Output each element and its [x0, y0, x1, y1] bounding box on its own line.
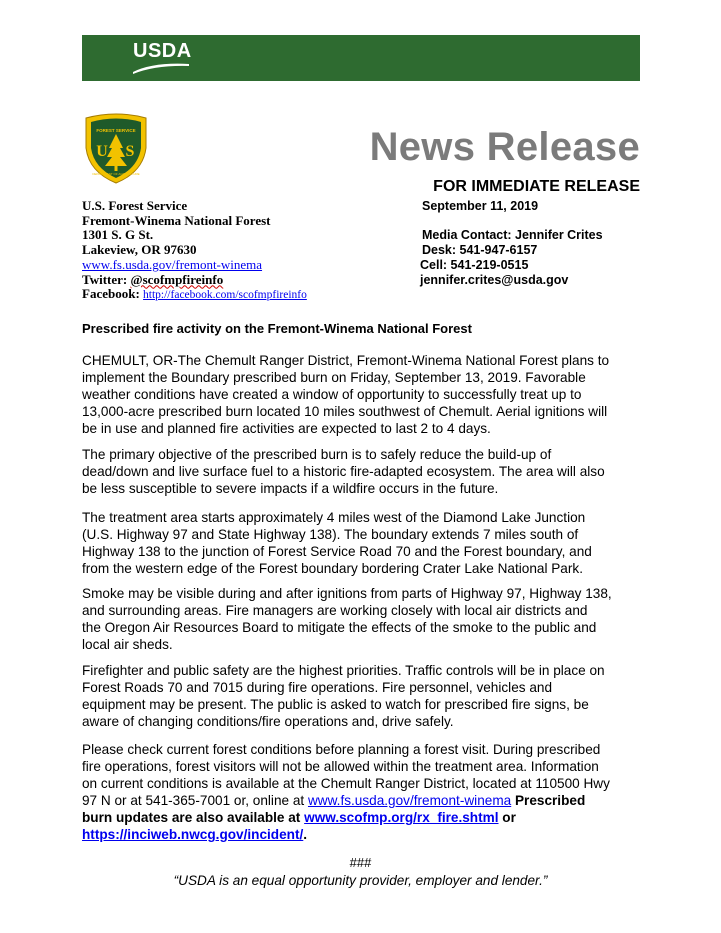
scofmp-link[interactable]: www.scofmp.org/rx_fire.shtml [304, 810, 499, 825]
inciweb-link[interactable]: https://inciweb.nwcg.gov/incident/ [82, 827, 304, 842]
paragraph-line: be in use and planned fire activities are expected to last 2 to 4 days. [82, 421, 491, 436]
svg-text:U: U [96, 143, 108, 160]
release-type: FOR IMMEDIATE RELEASE [433, 178, 640, 195]
paragraph-line: (U.S. Highway 97 and State Highway 138). The boundary extends 7 miles south of [82, 527, 579, 542]
paragraph-1 [82, 352, 647, 437]
paragraph-line: local air sheds. [82, 637, 173, 652]
paragraph-line [82, 826, 647, 843]
paragraph-line: weather conditions have created a window of opportunity to successfully treat up to [82, 387, 582, 402]
paragraph-line: CHEMULT, OR-The Chemult Ranger District, Fremont-Winema National Forest plans to [82, 353, 610, 368]
paragraph-line: Firefighter and public safety are the highest priorities. Traffic controls will be in place on [82, 663, 605, 678]
paragraph-line: from the western edge of the Forest boundary bordering Crater Lake National Park. [82, 561, 583, 576]
usda-header-bar [82, 35, 640, 81]
line-bold-text: Prescribed [511, 793, 586, 808]
twitter-line [82, 273, 307, 288]
news-release-title: News Release [369, 125, 640, 169]
facebook-link[interactable]: http://facebook.com/scofmpfireinfo [143, 289, 307, 302]
paragraph-line: fire operations, forest visitors will not be allowed within the treatment area. Information [82, 759, 599, 774]
agency-website-link[interactable]: www.fs.usda.gov/fremont-winema [82, 256, 263, 272]
paragraph-line: implement the Boundary prescribed burn on Friday, September 13, 2019. Favorable [82, 370, 586, 385]
paragraph-line: 13,000-acre prescribed burn located 10 miles southwest of Chemult. Aerial ignitions will [82, 404, 608, 419]
svg-text:S: S [125, 143, 135, 160]
cell-phone: Cell: 541-219-0515 [420, 257, 529, 272]
paragraph-line: be less susceptible to severe impacts if a wildfire occurs in the future. [82, 481, 499, 496]
line-text: 97 N or at 541-365-7001 or, online at [82, 793, 308, 808]
paragraph-line: The treatment area starts approximately 4 miles west of the Diamond Lake Junction [82, 510, 586, 525]
facebook-label: Facebook: [82, 286, 144, 302]
media-contact-block [419, 199, 603, 287]
paragraph-line: aware of changing conditions/fire operations and, drive safely. [82, 714, 454, 729]
svg-text:FOREST SERVICE: FOREST SERVICE [96, 128, 136, 133]
paragraph-line [82, 792, 647, 809]
paragraph-line: and surrounding areas. Fire managers are working closely with local air districts and [82, 603, 588, 618]
release-date: September 11, 2019 [422, 199, 539, 213]
paragraph-3 [82, 509, 647, 577]
agency-address: 1301 S. G St. [82, 227, 154, 243]
forest-website-link[interactable]: www.fs.usda.gov/fremont-winema [307, 793, 512, 808]
paragraph-line: on current conditions is available at the Chemult Ranger District, located at 110500 Hwy [82, 776, 610, 791]
paragraph-2 [82, 446, 647, 497]
paragraph-6 [82, 741, 647, 843]
svg-text:DEPARTMENT OF AGRICULTURE: DEPARTMENT OF AGRICULTURE [92, 172, 140, 176]
paragraph-line: Forest Roads 70 and 7015 during fire operations. Fire personnel, vehicles and [82, 680, 553, 695]
paragraph-line: equipment may be present. The public is asked to watch for prescribed fire signs, be [82, 697, 589, 712]
paragraph-line: Highway 138 to the junction of Forest Service Road 70 and the Forest boundary, and [82, 544, 592, 559]
agency-line-1: U.S. Forest Service [82, 198, 188, 213]
paragraph-line: The primary objective of the prescribed burn is to safely reduce the build-up of [82, 447, 552, 462]
facebook-line [82, 287, 307, 303]
paragraph-line: Smoke may be visible during and after ignitions from parts of Highway 97, Highway 138, [82, 586, 612, 601]
contact-email: jennifer.crites@usda.gov [420, 272, 569, 287]
desk-phone: Desk: 541-947-6157 [422, 243, 538, 258]
paragraph-4 [82, 585, 647, 653]
paragraph-line: Please check current forest conditions before planning a forest visit. During prescribed [82, 742, 601, 757]
line-bold-text: burn updates are also available at [82, 810, 305, 825]
twitter-handle: @scofmpfireinfo [130, 271, 224, 287]
usda-logo: USDA [133, 40, 192, 62]
agency-line-2: Fremont-Winema National Forest [82, 212, 271, 228]
end-marker: ### [349, 855, 372, 870]
paragraph-line [82, 809, 647, 826]
paragraph-5 [82, 662, 647, 730]
paragraph-line: the Oregon Air Resources Board to mitigate the effects of the smoke to the public and [82, 620, 597, 635]
twitter-label: Twitter: [82, 271, 131, 287]
agency-contact-block [82, 199, 307, 303]
usda-swoosh-icon [133, 62, 189, 74]
paragraph-line: dead/down and live surface fuel to a historic fire-adapted ecosystem. The area will also [82, 464, 605, 479]
equal-opportunity-statement: “USDA is an equal opportunity provider, employer and lender.” [173, 873, 548, 888]
forest-service-shield-icon [83, 112, 149, 184]
line-bold-text: or [498, 810, 516, 825]
line-bold-text: . [303, 827, 308, 842]
agency-city: Lakeview, OR 97630 [82, 242, 197, 258]
headline: Prescribed fire activity on the Fremont-Winema National Forest [82, 321, 472, 336]
media-contact: Media Contact: Jennifer Crites [422, 228, 603, 243]
